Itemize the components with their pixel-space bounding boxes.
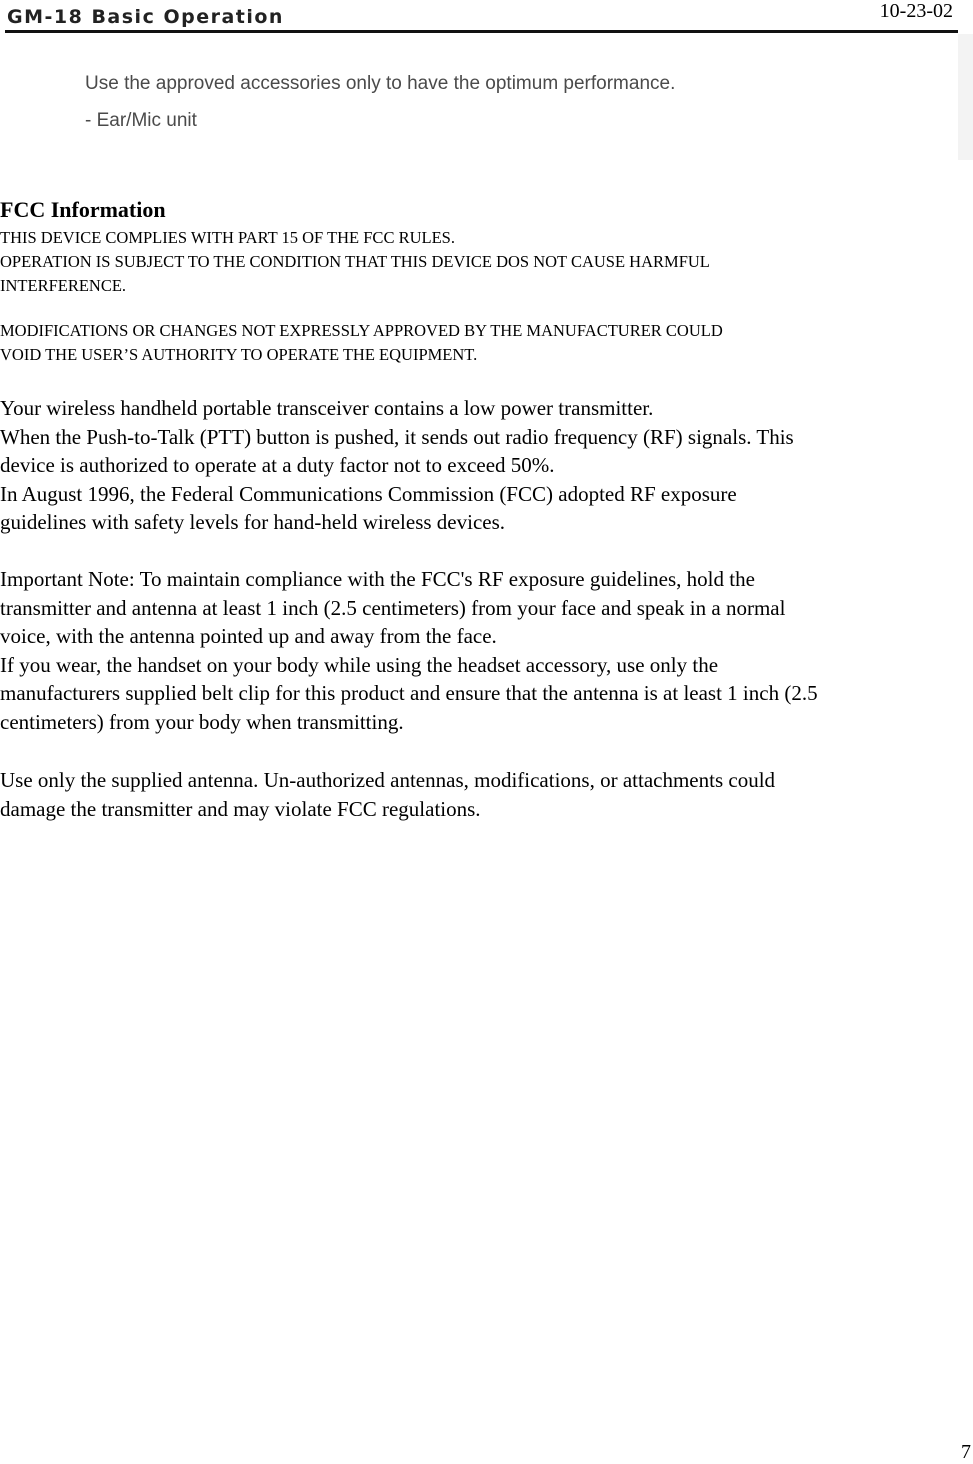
page-header-date: 10-23-02	[879, 0, 953, 22]
text-line: OPERATION IS SUBJECT TO THE CONDITION THAT THIS DEVICE DOS NOT CAUSE HARMFUL	[0, 252, 710, 271]
antenna-paragraph	[0, 766, 973, 823]
page-number: 7	[961, 1441, 971, 1463]
compliance-block	[0, 226, 970, 298]
text-line: If you wear, the handset on your body while using the headset accessory, use only the	[0, 652, 719, 677]
scan-edge	[958, 34, 973, 160]
text-line: guidelines with safety levels for hand-held wireless devices.	[0, 510, 506, 534]
accessory-item: - Ear/Mic unit	[85, 110, 197, 131]
fcc-heading: FCC Information	[0, 197, 166, 222]
text-line: In August 1996, the Federal Communications Commission (FCC) adopted RF exposure	[0, 481, 737, 506]
text-line: device is authorized to operate at a duty factor not to exceed 50%.	[0, 453, 555, 477]
text-line: VOID THE USER’S AUTHORITY TO OPERATE THE EQUIPMENT.	[0, 345, 478, 364]
text-line: INTERFERENCE.	[0, 276, 127, 295]
text-line: transmitter and antenna at least 1 inch (2.5 centimeters) from your face and speak in a normal	[0, 595, 786, 620]
modifications-block	[0, 319, 970, 367]
transmitter-paragraph	[0, 394, 973, 537]
important-note-paragraph	[0, 565, 973, 736]
text-line: Important Note: To maintain compliance with the FCC's RF exposure guidelines, hold the	[0, 567, 755, 591]
text-line: Use only the supplied antenna. Un-authorized antennas, modifications, or attachments could	[0, 768, 776, 792]
text-line: centimeters) from your body when transmitting.	[0, 709, 404, 734]
text-line: damage the transmitter and may violate FCC regulations.	[0, 796, 481, 821]
text-line: THIS DEVICE COMPLIES WITH PART 15 OF THE FCC RULES.	[0, 228, 455, 247]
header-rule	[5, 30, 958, 33]
text-line: When the Push-to-Talk (PTT) button is pushed, it sends out radio frequency (RF) signals. This	[0, 424, 794, 449]
text-line: MODIFICATIONS OR CHANGES NOT EXPRESSLY APPROVED BY THE MANUFACTURER COULD	[0, 321, 723, 340]
accessory-note: Use the approved accessories only to have the optimum performance.	[85, 73, 676, 94]
text-line: voice, with the antenna pointed up and away from the face.	[0, 624, 497, 648]
text-line: manufacturers supplied belt clip for this product and ensure that the antenna is at least 1 inch (2.5	[0, 681, 818, 705]
text-line: Your wireless handheld portable transceiver contains a low power transmitter.	[0, 396, 654, 420]
page-header-title: GM-18 Basic Operation	[7, 6, 284, 28]
